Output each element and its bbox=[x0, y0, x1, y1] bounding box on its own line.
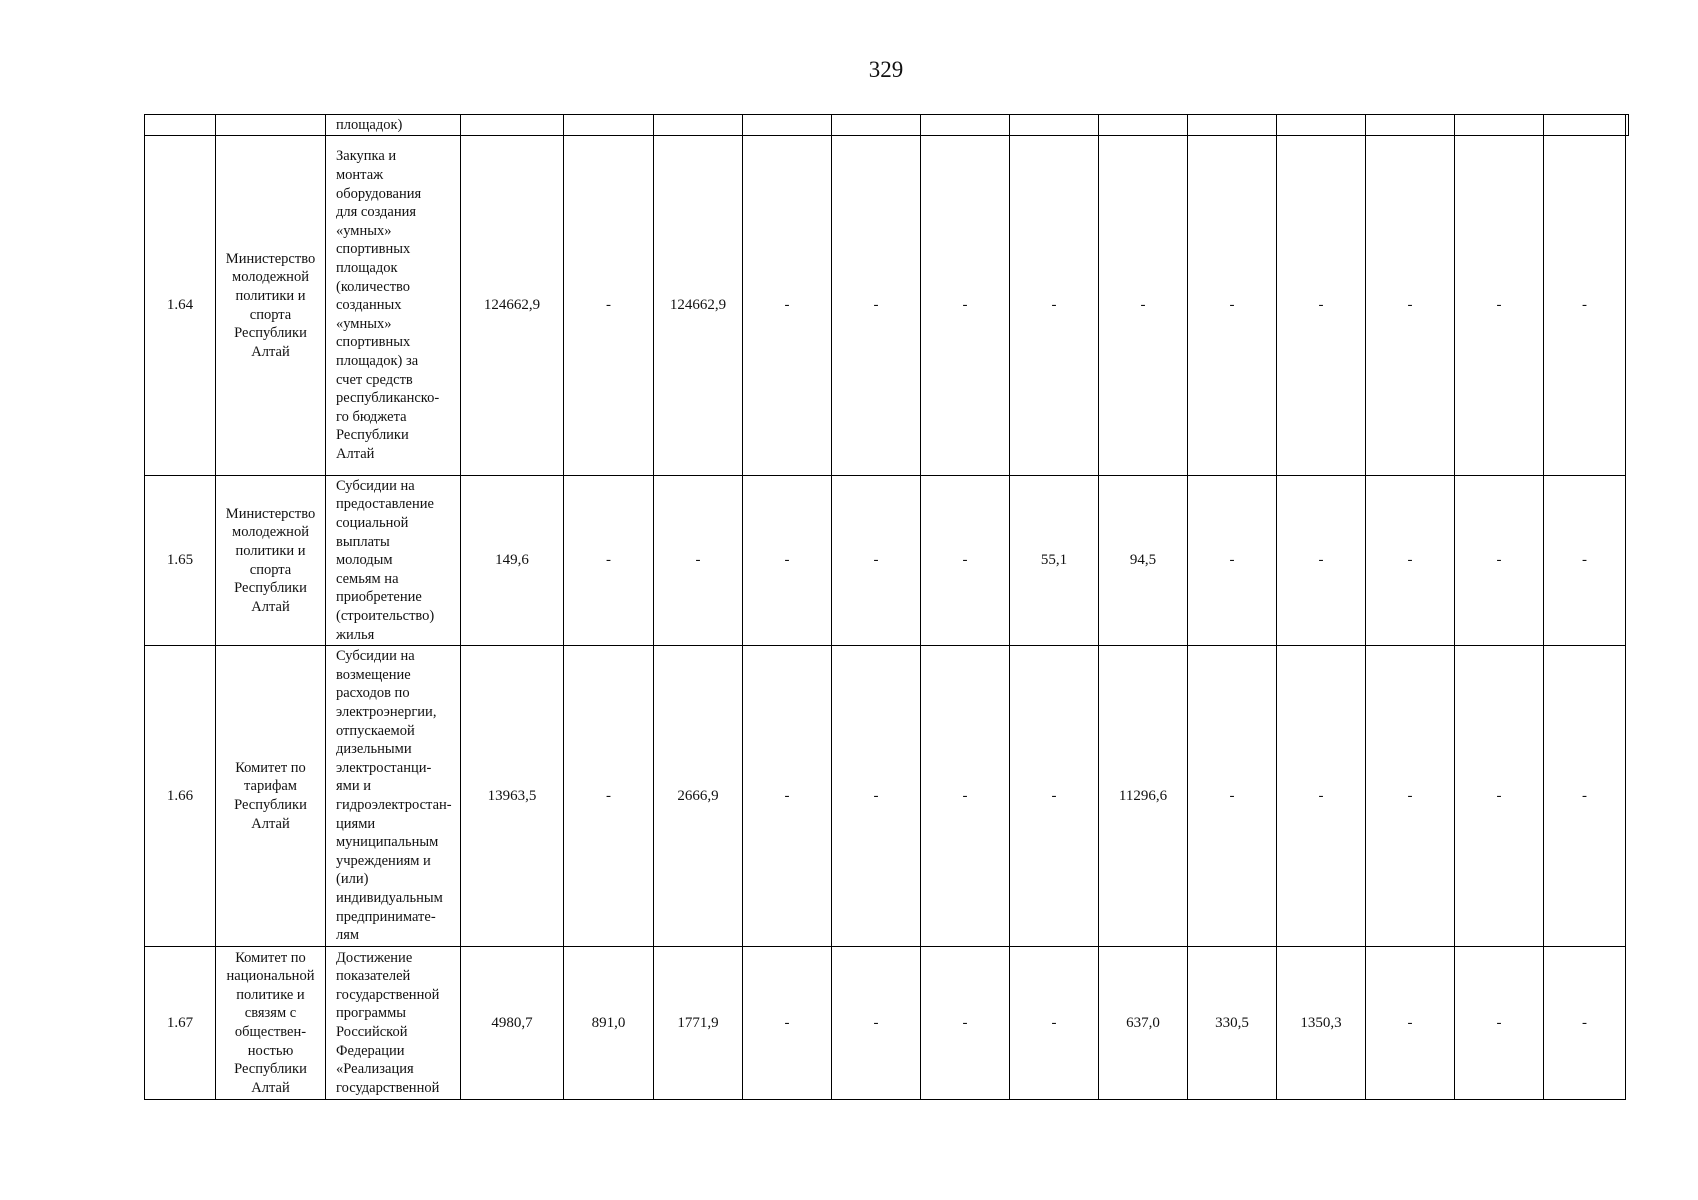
amount-cell: - bbox=[564, 136, 654, 476]
amount-cell: - bbox=[1010, 947, 1099, 1100]
description-line: (или) bbox=[336, 871, 369, 888]
agency-line: ностью bbox=[247, 1042, 294, 1059]
description-line: Субсидии на bbox=[336, 648, 415, 665]
amount-cell: - bbox=[832, 947, 921, 1100]
description-line: электростанци- bbox=[336, 759, 432, 776]
agency-cell bbox=[216, 646, 326, 947]
description-line: Достижение bbox=[336, 949, 413, 966]
description-line: предоставление bbox=[336, 496, 434, 513]
amount-cell bbox=[1277, 115, 1366, 136]
table-row bbox=[145, 136, 1629, 476]
amount-cell: 4980,7 bbox=[461, 947, 564, 1100]
agency-line: молодежной bbox=[232, 524, 309, 541]
agency-line: политики и bbox=[235, 542, 306, 559]
amount-cell: 1771,9 bbox=[654, 947, 743, 1100]
table-row bbox=[145, 476, 1629, 646]
agency-line: Республики bbox=[234, 325, 307, 342]
amount-cell bbox=[1010, 115, 1099, 136]
description-line: государственной bbox=[336, 986, 440, 1003]
amount-cell: - bbox=[1544, 947, 1626, 1100]
description-cell bbox=[326, 476, 461, 646]
description-line: монтаж bbox=[336, 167, 384, 184]
amount-cell: - bbox=[921, 136, 1010, 476]
description-line: электроэнергии, bbox=[336, 704, 437, 721]
description-line: учреждениям и bbox=[336, 852, 431, 869]
amount-cell bbox=[1099, 115, 1188, 136]
description-line: го бюджета bbox=[336, 408, 407, 425]
agency-line: Министерство bbox=[225, 505, 316, 522]
amount-cell: 55,1 bbox=[1010, 476, 1099, 646]
description-line: предпринимате- bbox=[336, 908, 436, 925]
amount-cell: - bbox=[832, 136, 921, 476]
description-line: «умных» bbox=[336, 315, 392, 332]
amount-cell: - bbox=[1455, 476, 1544, 646]
agency-cell bbox=[216, 136, 326, 476]
amount-cell bbox=[832, 115, 921, 136]
amount-cell bbox=[743, 115, 832, 136]
description-line: оборудования bbox=[336, 185, 422, 202]
description-line: расходов по bbox=[336, 685, 410, 702]
amount-cell: - bbox=[832, 646, 921, 947]
description-line: площадок) bbox=[336, 116, 403, 133]
amount-cell bbox=[654, 115, 743, 136]
description-line: молодым bbox=[336, 552, 393, 569]
page-number: 329 bbox=[868, 57, 904, 82]
agency-line: Алтай bbox=[251, 343, 290, 360]
agency-line: Комитет по bbox=[235, 759, 306, 776]
description-line: муниципальным bbox=[336, 834, 439, 851]
description-line: (строительство) bbox=[336, 607, 435, 624]
description-line: возмещение bbox=[336, 666, 411, 683]
amount-cell: - bbox=[1366, 947, 1455, 1100]
description-cell bbox=[326, 646, 461, 947]
amount-cell: - bbox=[743, 646, 832, 947]
description-line: лям bbox=[336, 927, 360, 944]
amount-cell: - bbox=[1010, 646, 1099, 947]
amount-cell: 124662,9 bbox=[461, 136, 564, 476]
amount-cell bbox=[1366, 115, 1455, 136]
description-line: площадок) за bbox=[336, 352, 419, 369]
amount-cell: - bbox=[1366, 136, 1455, 476]
description-line: отпускаемой bbox=[336, 722, 415, 739]
amount-cell: - bbox=[1544, 646, 1626, 947]
amount-cell: - bbox=[1010, 136, 1099, 476]
row-number-cell bbox=[145, 115, 216, 136]
agency-line: Алтай bbox=[251, 815, 290, 832]
agency-line: Республики bbox=[234, 1061, 307, 1078]
description-line: государственной bbox=[336, 1079, 440, 1096]
agency-line: спорта bbox=[249, 306, 292, 323]
description-line: Субсидии на bbox=[336, 477, 415, 494]
amount-cell: - bbox=[564, 476, 654, 646]
amount-cell: - bbox=[743, 476, 832, 646]
agency-line: Алтай bbox=[251, 598, 290, 615]
description-line: циями bbox=[336, 815, 376, 832]
amount-cell: 124662,9 bbox=[654, 136, 743, 476]
agency-cell bbox=[216, 476, 326, 646]
description-line: выплаты bbox=[336, 533, 390, 550]
agency-line: связям с bbox=[244, 1005, 297, 1022]
agency-line: политики и bbox=[235, 287, 306, 304]
agency-line: Министерство bbox=[225, 250, 316, 267]
amount-cell: - bbox=[1366, 646, 1455, 947]
amount-cell: - bbox=[1544, 136, 1626, 476]
amount-cell: - bbox=[1099, 136, 1188, 476]
agency-line: тарифам bbox=[244, 778, 297, 795]
amount-cell: - bbox=[1188, 136, 1277, 476]
description-line: социальной bbox=[336, 515, 409, 532]
row-number-cell: 1.65 bbox=[145, 476, 216, 646]
agency-cell bbox=[216, 947, 326, 1100]
amount-cell: - bbox=[1455, 646, 1544, 947]
agency-line: обществен- bbox=[234, 1024, 307, 1040]
agency-line: Алтай bbox=[251, 1079, 290, 1096]
budget-table bbox=[144, 114, 1629, 1100]
description-line: счет средств bbox=[336, 371, 413, 388]
description-line: спортивных bbox=[336, 334, 411, 351]
amount-cell: 1350,3 bbox=[1277, 947, 1366, 1100]
amount-cell: 11296,6 bbox=[1099, 646, 1188, 947]
amount-cell bbox=[1544, 115, 1626, 136]
table-row bbox=[145, 947, 1629, 1100]
table-row bbox=[145, 646, 1629, 947]
description-line: спортивных bbox=[336, 241, 411, 258]
agency-line: молодежной bbox=[232, 269, 309, 286]
description-line: Закупка и bbox=[336, 148, 397, 165]
description-line: ями и bbox=[336, 778, 371, 795]
row-number-cell: 1.64 bbox=[145, 136, 216, 476]
agency-line: спорта bbox=[249, 561, 292, 578]
description-line: Республики bbox=[336, 427, 409, 444]
table-row bbox=[145, 115, 1629, 136]
amount-cell: - bbox=[1188, 476, 1277, 646]
agency-line: национальной bbox=[226, 968, 315, 985]
amount-cell: 13963,5 bbox=[461, 646, 564, 947]
description-line: Российской bbox=[336, 1024, 408, 1040]
amount-cell bbox=[1626, 115, 1629, 136]
amount-cell: - bbox=[1455, 136, 1544, 476]
amount-cell bbox=[921, 115, 1010, 136]
description-line: дизельными bbox=[336, 741, 412, 758]
description-line: Алтай bbox=[336, 445, 375, 462]
description-line: семьям на bbox=[336, 570, 399, 587]
agency-line: Республики bbox=[234, 580, 307, 597]
description-line: гидроэлектростан- bbox=[336, 797, 452, 813]
description-line: Федерации bbox=[336, 1042, 405, 1059]
amount-cell: - bbox=[921, 476, 1010, 646]
amount-cell: - bbox=[1366, 476, 1455, 646]
amount-cell: 330,5 bbox=[1188, 947, 1277, 1100]
description-cell bbox=[326, 136, 461, 476]
amount-cell: - bbox=[1544, 476, 1626, 646]
amount-cell: - bbox=[1277, 646, 1366, 947]
amount-cell: 2666,9 bbox=[654, 646, 743, 947]
row-number-cell: 1.67 bbox=[145, 947, 216, 1100]
description-line: для создания bbox=[336, 204, 417, 221]
amount-cell: 637,0 bbox=[1099, 947, 1188, 1100]
description-line: «Реализация bbox=[336, 1061, 414, 1078]
description-line: созданных bbox=[336, 297, 402, 314]
agency-line: Республики bbox=[234, 797, 307, 813]
amount-cell: - bbox=[1455, 947, 1544, 1100]
amount-cell: - bbox=[1188, 646, 1277, 947]
description-cell bbox=[326, 115, 461, 136]
amount-cell: 94,5 bbox=[1099, 476, 1188, 646]
agency-line: Комитет по bbox=[235, 949, 306, 966]
description-line: республиканско- bbox=[336, 390, 440, 407]
amount-cell: - bbox=[743, 136, 832, 476]
amount-cell bbox=[461, 115, 564, 136]
amount-cell: 891,0 bbox=[564, 947, 654, 1100]
agency-line: политике и bbox=[236, 986, 305, 1003]
amount-cell bbox=[1455, 115, 1544, 136]
description-cell bbox=[326, 947, 461, 1100]
row-number-cell: 1.66 bbox=[145, 646, 216, 947]
description-line: жилья bbox=[336, 626, 375, 643]
amount-cell: - bbox=[921, 646, 1010, 947]
amount-cell: - bbox=[921, 947, 1010, 1100]
amount-cell: - bbox=[1277, 476, 1366, 646]
description-line: «умных» bbox=[336, 222, 392, 239]
description-line: приобретение bbox=[336, 589, 422, 606]
description-line: показателей bbox=[336, 968, 411, 985]
amount-cell: - bbox=[832, 476, 921, 646]
description-line: программы bbox=[336, 1005, 406, 1022]
amount-cell: - bbox=[564, 646, 654, 947]
amount-cell: - bbox=[743, 947, 832, 1100]
description-line: площадок bbox=[336, 260, 398, 277]
amount-cell: 149,6 bbox=[461, 476, 564, 646]
description-line: (количество bbox=[336, 278, 411, 295]
table-body bbox=[145, 115, 1629, 1100]
agency-cell bbox=[216, 115, 326, 136]
amount-cell: - bbox=[1277, 136, 1366, 476]
amount-cell bbox=[1188, 115, 1277, 136]
amount-cell: - bbox=[654, 476, 743, 646]
amount-cell bbox=[564, 115, 654, 136]
description-line: индивидуальным bbox=[336, 889, 443, 906]
